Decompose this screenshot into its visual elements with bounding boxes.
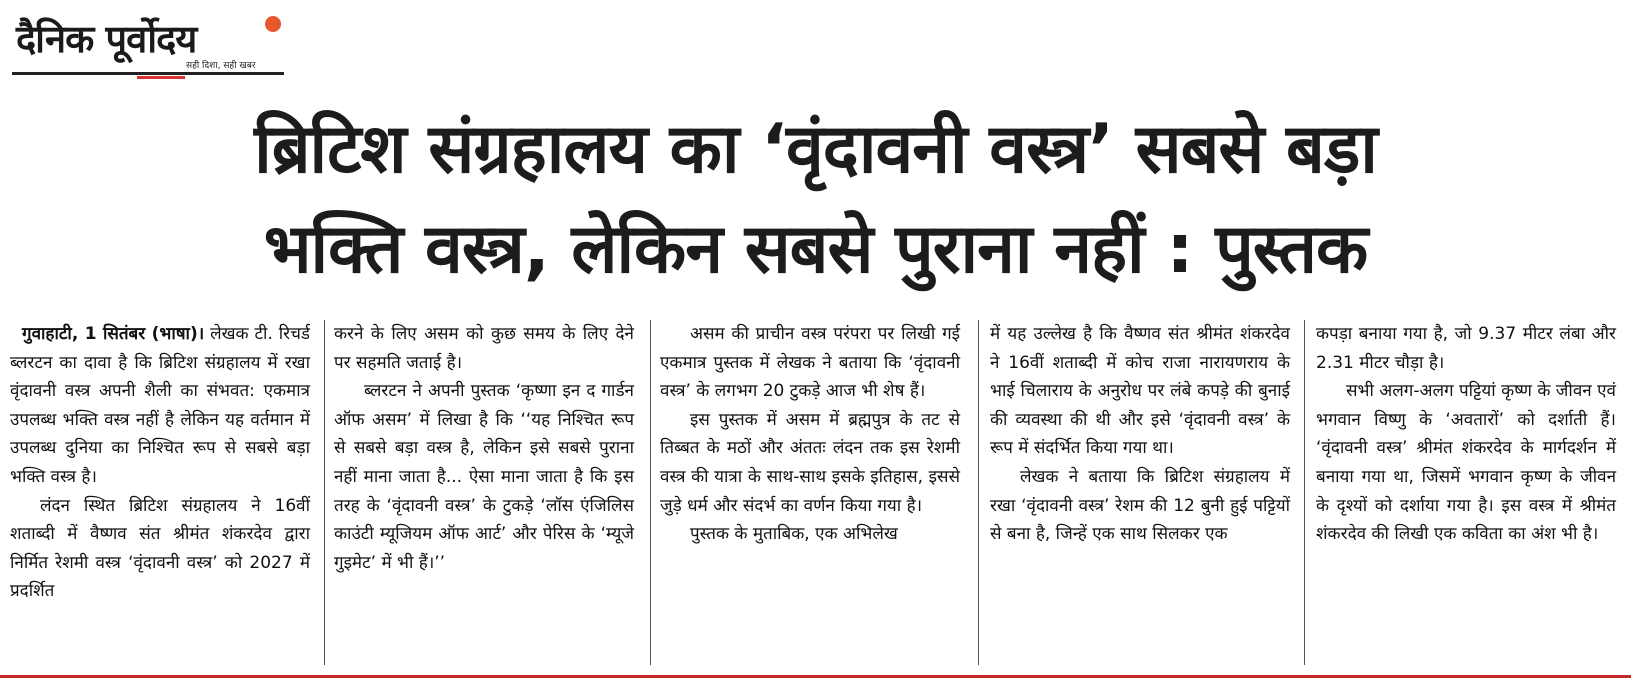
column-divider: [978, 320, 979, 665]
paragraph: इस पुस्तक में असम में ब्रह्मपुत्र के तट से तिब्बत के मठों और अंततः लंदन तक इस रेशमी वस्त्र की यात्रा के साथ-साथ इसके इतिहास, इससे जुड़े धर्म और संदर्भ का वर्णन किया गया है।: [660, 409, 960, 516]
paragraph: [10, 320, 310, 492]
column-divider: [324, 320, 325, 665]
column-divider: [650, 320, 651, 665]
masthead-rule: [12, 72, 284, 75]
article-column-5: [1316, 320, 1616, 665]
article-column-1: [10, 320, 310, 665]
paragraph-text: लेखक टी. रिचर्ड ब्लरटन का दावा है कि ब्रिटिश संग्रहालय में रखा वृंदावनी वस्त्र अपनी शैली का संभवत: एकमात्र उपलब्ध भक्ति वस्त्र नहीं है लेकिन यह वर्तमान में उपलब्ध दुनिया का निश्चित रूप से सबसे बड़ा भक्ति वस्त्र है।: [10, 324, 310, 487]
paragraph: करने के लिए असम को कुछ समय के लिए देने पर सहमति जताई है।: [334, 324, 634, 373]
masthead-red-mark: [137, 76, 185, 79]
headline-line-1: ब्रिटिश संग्रहालय का ‘वृंदावनी वस्त्र’ सबसे बड़ा: [254, 110, 1377, 189]
article-column-2: [334, 320, 634, 665]
paragraph: लंदन स्थित ब्रिटिश संग्रहालय ने 16वीं शताब्दी में वैष्णव संत श्रीमंत शंकरदेव द्वारा निर्मित रेशमी वस्त्र ‘वृंदावनी वस्त्र’ को 2027 में प्रदर्शित: [10, 495, 310, 602]
paragraph: कपड़ा बनाया गया है, जो 9.37 मीटर लंबा और 2.31 मीटर चौड़ा है।: [1316, 324, 1616, 373]
paragraph: असम की प्राचीन वस्त्र परंपरा पर लिखी गई एकमात्र पुस्तक में लेखक ने बताया कि ‘वृंदावनी वस्त्र’ के लगभग 20 टुकड़े आज भी शेष हैं।: [660, 324, 960, 402]
paragraph: में यह उल्लेख है कि वैष्णव संत श्रीमंत शंकरदेव ने 16वीं शताब्दी में कोच राजा नारायणराय के भाई चिलाराय के अनुरोध पर लंबे कपड़े की बुनाई की व्यवस्था की थी और इसे ‘वृंदावनी वस्त्र’ के रूप में संदर्भित किया गया था।: [990, 324, 1290, 459]
paragraph: लेखक ने बताया कि ब्रिटिश संग्रहालय में रखा ‘वृंदावनी वस्त्र’ रेशम की 12 बुनी हुई पट्टियों से बना है, जिन्हें एक साथ सिलकर एक: [990, 466, 1290, 545]
bottom-rule: [0, 675, 1631, 678]
article-body: [10, 320, 1620, 670]
newspaper-tagline: सही दिशा, सही खबर: [186, 61, 256, 71]
article-column-4: [990, 320, 1290, 665]
paragraph: सभी अलग-अलग पट्टियां कृष्ण के जीवन एवं भगवान विष्णु के ‘अवतारों’ को दर्शाती हैं। ‘वृंदावनी वस्त्र’ श्रीमंत शंकरदेव के मार्गदर्शन में बनाया गया था, जिसमें भगवान कृष्ण के जीवन के दृश्यों को दर्शाया गया है। इस वस्त्र में श्रीमंत शंकरदेव की लिखी एक कविता का अंश भी है।: [1316, 381, 1616, 545]
logo-dot-icon: [265, 16, 281, 32]
article-column-3: [660, 320, 960, 665]
article-headline: [0, 100, 1631, 300]
paragraph: पुस्तक के मुताबिक, एक अभिलेख: [690, 524, 898, 545]
dateline: गुवाहाटी, 1 सितंबर (भाषा)।: [22, 324, 205, 344]
masthead-logo: [12, 8, 282, 74]
paragraph: ब्लरटन ने अपनी पुस्तक ‘कृष्णा इन द गार्डन ऑफ असम’ में लिखा है कि ‘‘यह निश्चित रूप से सबसे बड़ा वस्त्र है, लेकिन इसे सबसे पुराना नहीं माना जाता है... ऐसा माना जाता है कि इस तरह के ‘वृंदावनी वस्त्र’ के टुकड़े ‘लॉस एंजिलिस काउंटी म्यूजियम ऑफ आर्ट’ और पेरिस के ‘म्यूजे गुइमेट’ में भी हैं।’’: [334, 381, 634, 573]
newspaper-title: दैनिक पूर्वोदय: [16, 17, 197, 61]
column-divider: [1304, 320, 1305, 665]
headline-line-2: भक्ति वस्त्र, लेकिन सबसे पुराना नहीं : पुस्तक: [263, 210, 1368, 289]
